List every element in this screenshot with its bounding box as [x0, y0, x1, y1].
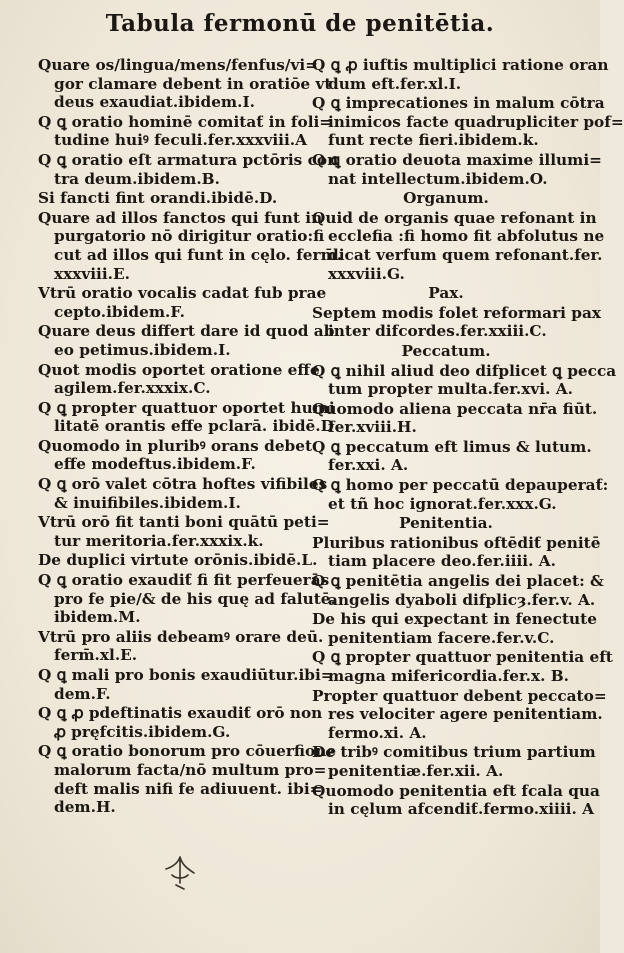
index-entry — [312, 208, 605, 283]
entry-line: Q ꝗ propter quattuor oportet humi — [38, 398, 335, 417]
entry-line: litatē orantis effe pclarā. ibidē.D — [54, 417, 334, 436]
entry-line: Q ꝗ oratio eſt armatura pctōris con — [38, 150, 339, 169]
entry-line: pro fe pie/& de his quę ad falutē. — [54, 589, 336, 608]
entry-line: xxxviii.G. — [328, 264, 405, 283]
entry-line: cepto.ibidem.F. — [54, 302, 185, 321]
index-entry — [38, 150, 339, 188]
entry-line: Q ꝗ imprecationes in malum cōtra — [312, 94, 605, 113]
entry-line: De duplici virtute orōnis.ibidē.L. — [38, 551, 318, 570]
entry-line: Vtrū pro aliis debeamꝰ orare deū. — [38, 627, 324, 646]
index-entry — [38, 571, 336, 627]
index-entry — [312, 648, 613, 685]
entry-line: res velociter agere penitentiam. — [328, 705, 603, 724]
index-entry — [38, 475, 328, 512]
entry-line: cut ad illos qui funt in cęlo. ferm̄. — [54, 245, 343, 264]
entry-line: agilem.fer.xxxix.C. — [54, 379, 211, 398]
entry-line: et tñ hoc ignorat.fer.xxx.G. — [328, 494, 557, 513]
section-heading — [312, 514, 580, 533]
index-entry — [312, 437, 592, 475]
index-entry — [38, 189, 306, 208]
index-entry — [38, 704, 323, 741]
index-entry — [312, 743, 596, 780]
entry-line: Q ꝗ peccatum eft limus & lutum. — [312, 437, 592, 456]
entry-line: Q ꝗ homo per peccatū depauperaƭ: — [312, 476, 609, 495]
entry-line: Quare os/lingua/mens/fenfus/vi= — [38, 56, 319, 74]
index-entry — [38, 56, 332, 112]
entry-line: nat intellectum.ibidem.O. — [328, 169, 548, 188]
index-entry — [38, 742, 337, 817]
entry-line: Quomodo aliena peccata nr̄a fiūt. — [312, 399, 598, 418]
entry-line: ecclefia :fi homo fit abfolutus ne — [328, 227, 605, 246]
page-title: Tabula fermonū de penitētia. — [105, 10, 495, 37]
index-entry — [312, 533, 601, 571]
entry-line: Peccatum. — [401, 341, 491, 360]
index-entry — [312, 56, 609, 93]
entry-line: Pax. — [428, 284, 464, 303]
entry-line: De tribꝰ comitibus trium partium — [312, 743, 596, 762]
entry-line: fer.xxi. A. — [328, 456, 409, 475]
entry-line: tiam placere deo.fer.iiii. A. — [328, 552, 556, 571]
entry-line: xxxviii.E. — [54, 264, 130, 283]
entry-line: ferm̄.xl.E. — [54, 646, 138, 665]
entry-line: tum propter multa.fer.xvi. A. — [328, 380, 573, 399]
entry-line: Q ꝗ oratio exaudiƭ fi fit perfeuerās — [38, 571, 330, 590]
index-entry — [38, 208, 343, 283]
entry-line: Quomodo penitentia eft fcala qua — [312, 781, 600, 800]
entry-line: Q ꝗ propter quattuor penitentia eft — [312, 648, 613, 667]
entry-line: inter difcordes.fer.xxiii.C. — [328, 322, 547, 341]
entry-line: Quare deus differt dare id quod ab — [38, 322, 335, 341]
entry-line: ibidem.M. — [54, 608, 141, 627]
index-entry — [38, 398, 335, 436]
index-entry — [38, 284, 327, 321]
index-entry — [38, 627, 324, 665]
index-entry — [38, 551, 318, 570]
entry-line: Q ꝗ ꝓ pdeftinatis exaudiƭ orō non — [38, 704, 323, 723]
entry-line: fermo.xi. A. — [328, 723, 427, 742]
entry-line: Vtrū oratio vocalis cadat fub prae — [38, 284, 327, 303]
index-entry — [312, 94, 624, 150]
index-entry — [312, 781, 600, 819]
entry-line: malorum facta/nō multum pro= — [54, 760, 327, 779]
entry-line: inimicos facte quadrupliciter pof= — [328, 112, 624, 131]
entry-line: penitentiam facere.fer.v.C. — [328, 628, 555, 647]
entry-line: Q ꝗ orō valet cōtra hoftes vifibiles — [38, 475, 328, 494]
section-heading — [312, 189, 580, 208]
entry-line: Quid de organis quae refonant in — [312, 208, 597, 227]
entry-line: purgatorio nō dirigitur oratio:fi — [54, 227, 325, 246]
index-entry — [312, 303, 601, 341]
entry-line: ꝓ pręfcitis.ibidem.G. — [54, 722, 231, 741]
index-entry — [312, 572, 604, 609]
entry-line: Q ꝗ ꝓ iuftis multiplici ratione oran — [312, 56, 609, 74]
index-entry — [312, 361, 617, 399]
entry-line: dem.H. — [54, 798, 116, 817]
entry-line: tudine huiꝰ feculi.fer.xxxviii.A — [54, 131, 307, 150]
index-entry — [38, 436, 313, 474]
entry-line: tra deum.ibidem.B. — [54, 169, 220, 188]
entry-line: De his qui expectant in fenectute — [312, 610, 597, 629]
entry-line: deus exaudiat.ibidem.I. — [54, 93, 255, 112]
entry-line: angelis dyaboli difplicȝ.fer.v. A. — [328, 590, 596, 609]
index-entry — [38, 360, 320, 398]
entry-line: magna mifericordia.fer.x. B. — [328, 667, 569, 685]
entry-line: Q ꝗ oratio deuota maxime illumi= — [312, 150, 602, 169]
entry-line: Q ꝗ oratio hominē comitaƭ in foli= — [38, 112, 333, 131]
entry-line: penitentiæ.fer.xii. A. — [328, 761, 504, 780]
index-entry — [312, 686, 607, 743]
entry-line: Penitentia. — [399, 514, 493, 533]
entry-line: dum eft.fer.xl.I. — [328, 74, 462, 93]
entry-line: Quot modis oportet oratione effe — [38, 360, 320, 379]
right-column — [312, 56, 624, 820]
entry-line: Organum. — [403, 189, 489, 208]
entry-line: effe modeftus.ibidem.F. — [54, 455, 256, 474]
entry-line: deft malis nifi fe adiuuent. ibi= — [54, 779, 323, 798]
section-heading — [312, 342, 580, 361]
index-entry — [312, 150, 602, 188]
entry-line: funt recte fieri.ibidem.k. — [328, 131, 539, 150]
index-entry — [312, 399, 598, 437]
entry-line: Pluribus rationibus oftēdiƭ penitē — [312, 533, 601, 552]
index-entry — [312, 610, 597, 647]
index-entry — [312, 476, 609, 513]
entry-line: & inuifibiles.ibidem.I. — [54, 493, 241, 512]
entry-line: Quomodo in pluribꝰ orans debet — [38, 436, 313, 455]
index-entry — [38, 322, 335, 359]
left-column — [38, 56, 343, 818]
entry-line: Vtrū orō fit tanti boni quātū peti= — [38, 513, 330, 532]
entry-line: eo petimus.ibidem.I. — [54, 340, 231, 359]
entry-line: gor clamare debent in oratiōe vt — [54, 74, 332, 93]
entry-line: dem.F. — [54, 684, 111, 703]
entry-line: Quare ad illos fanctos qui funt in — [38, 208, 323, 227]
entry-line: dicat verfum quem refonant.fer. — [328, 245, 603, 264]
entry-line: Si fancti fint orandi.ibidē.D. — [38, 189, 278, 208]
index-entry — [38, 666, 334, 703]
entry-line: tur meritoria.fer.xxxix.k. — [54, 531, 264, 550]
entry-line: Q ꝗ mali pro bonis exaudiūtur.ibi= — [38, 666, 334, 684]
index-entry — [38, 513, 330, 550]
entry-line: Q ꝗ nihil aliud deo difplicet ꝗ pecca — [312, 361, 617, 380]
entry-line: Septem modis folet reformari pax — [312, 303, 601, 322]
entry-line: Q ꝗ penitētia angelis dei placet: & — [312, 572, 604, 591]
index-entry — [38, 112, 333, 150]
entry-line: Q ꝗ oratio bonorum pro cōuerfione — [38, 742, 337, 761]
entry-line: Propter quattuor debent peccato= — [312, 686, 607, 705]
entry-line: in cęlum afcendiƭ.fermo.xiiii. A — [328, 800, 595, 819]
section-heading — [312, 284, 580, 303]
entry-line: fer.xviii.H. — [328, 418, 417, 437]
ornament-mark — [150, 853, 210, 893]
